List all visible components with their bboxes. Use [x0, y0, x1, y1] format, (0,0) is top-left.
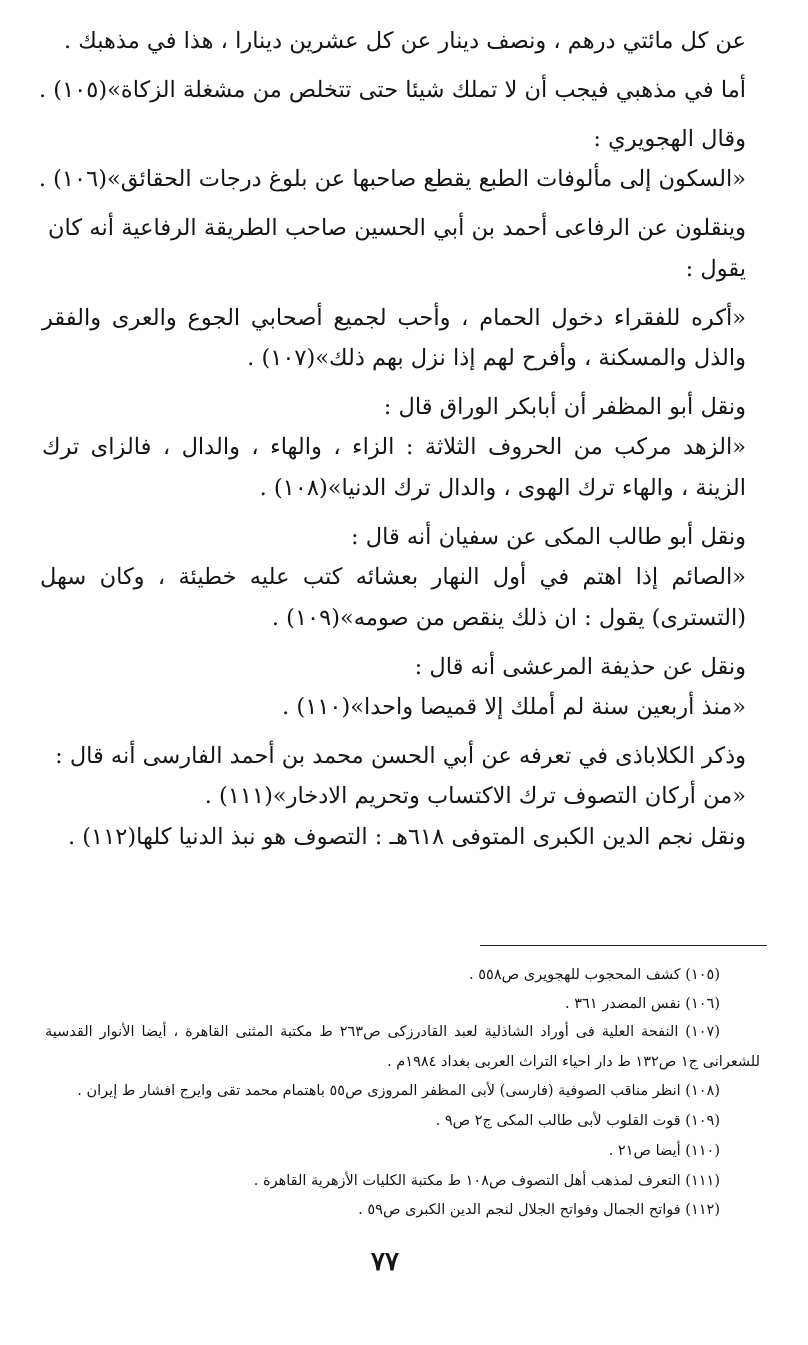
- footnote: (١١١) التعرف لمذهب أهل التصوف ص١٠٨ ط مكتبة الكليات الأزهرية القاهرة .: [253, 1173, 720, 1189]
- body-line: وقال الهجويري :: [593, 126, 746, 152]
- body-line: ونقل نجم الدين الكبرى المتوفى ٦١٨هـ : التصوف هو نبذ الدنيا كلها(١١٢) .: [67, 824, 746, 850]
- footnote: (١٠٥) كشف المحجوب للهجويرى ص٥٥٨ .: [469, 967, 720, 983]
- footnote: للشعرانى ج١ ص١٣٢ ط دار احياء التراث العربى بغداد ١٩٨٤م .: [387, 1054, 760, 1070]
- footnote-divider: [480, 945, 767, 946]
- body-line: «منذ أربعين سنة لم أملك إلا قميصا واحدا»(١١٠) .: [282, 694, 746, 720]
- footnote: (١٠٨) انظر مناقب الصوفية (فارسى) لأبى المظفر المروزى ص٥٥ باهتمام محمد تقى وايرج افشار ط إيران .: [77, 1083, 720, 1099]
- footnote: (١٠٩) قوت القلوب لأبى طالب المكى ج٢ ص٩ .: [435, 1113, 720, 1129]
- body-line: أما في مذهبي فيجب أن لا تملك شيئا حتى تتخلص من مشغلة الزكاة»(١٠٥) .: [39, 77, 746, 103]
- footnote: (١٠٦) نفس المصدر ٣٦١ .: [565, 996, 720, 1012]
- footnote: (١٠٧) النفحة العلية فى أوراد الشاذلية لعبد القادرزكى ص٢٦٣ ط مكتبة المثنى القاهرة ، أيضا الأنوار القدسية: [45, 1024, 720, 1040]
- page-number: ٧٧: [371, 1247, 399, 1277]
- body-line: (التسترى) يقول : ان ذلك ينقص من صومه»(١٠٩) .: [271, 605, 746, 631]
- body-line: ونقل أبو طالب المكى عن سفيان أنه قال :: [351, 524, 746, 550]
- body-line: «أكره للفقراء دخول الحمام ، وأحب لجميع أصحابي الجوع والعرى والفقر: [42, 305, 746, 331]
- body-line: ونقل أبو المظفر أن أبابكر الوراق قال :: [383, 394, 746, 420]
- body-line: ونقل عن حذيفة المرعشى أنه قال :: [414, 654, 746, 680]
- body-line: «الزهد مركب من الحروف الثلاثة : الزاء ، والهاء ، والدال ، فالزاى ترك: [42, 434, 746, 460]
- body-line: يقول :: [685, 256, 746, 282]
- body-line: الزينة ، والهاء ترك الهوى ، والدال ترك الدنيا»(١٠٨) .: [259, 475, 746, 501]
- footnote: (١١٢) فواتح الجمال وفواتح الجلال لنجم الدين الكبرى ص٥٩ .: [358, 1202, 720, 1218]
- body-line: وينقلون عن الرفاعى أحمد بن أبي الحسين صاحب الطريقة الرفاعية أنه كان: [48, 215, 746, 241]
- body-line: «السكون إلى مألوفات الطبع يقطع صاحبها عن بلوغ درجات الحقائق»(١٠٦) .: [38, 166, 746, 192]
- body-line: «الصائم إذا اهتم في أول النهار بعشائه كتب عليه خطيئة ، وكان سهل: [40, 564, 746, 590]
- body-line: عن كل مائتي درهم ، ونصف دينار عن كل عشرين دينارا ، هذا في مذهبك .: [64, 28, 746, 54]
- body-line: «من أركان التصوف ترك الاكتساب وتحريم الادخار»(١١١) .: [204, 783, 746, 809]
- footnote: (١١٠) أيضا ص٢١ .: [608, 1143, 720, 1159]
- body-line: وذكر الكلاباذى في تعرفه عن أبي الحسن محمد بن أحمد الفارسى أنه قال :: [55, 743, 746, 769]
- body-line: والذل والمسكنة ، وأفرح لهم إذا نزل بهم ذلك»(١٠٧) .: [247, 345, 746, 371]
